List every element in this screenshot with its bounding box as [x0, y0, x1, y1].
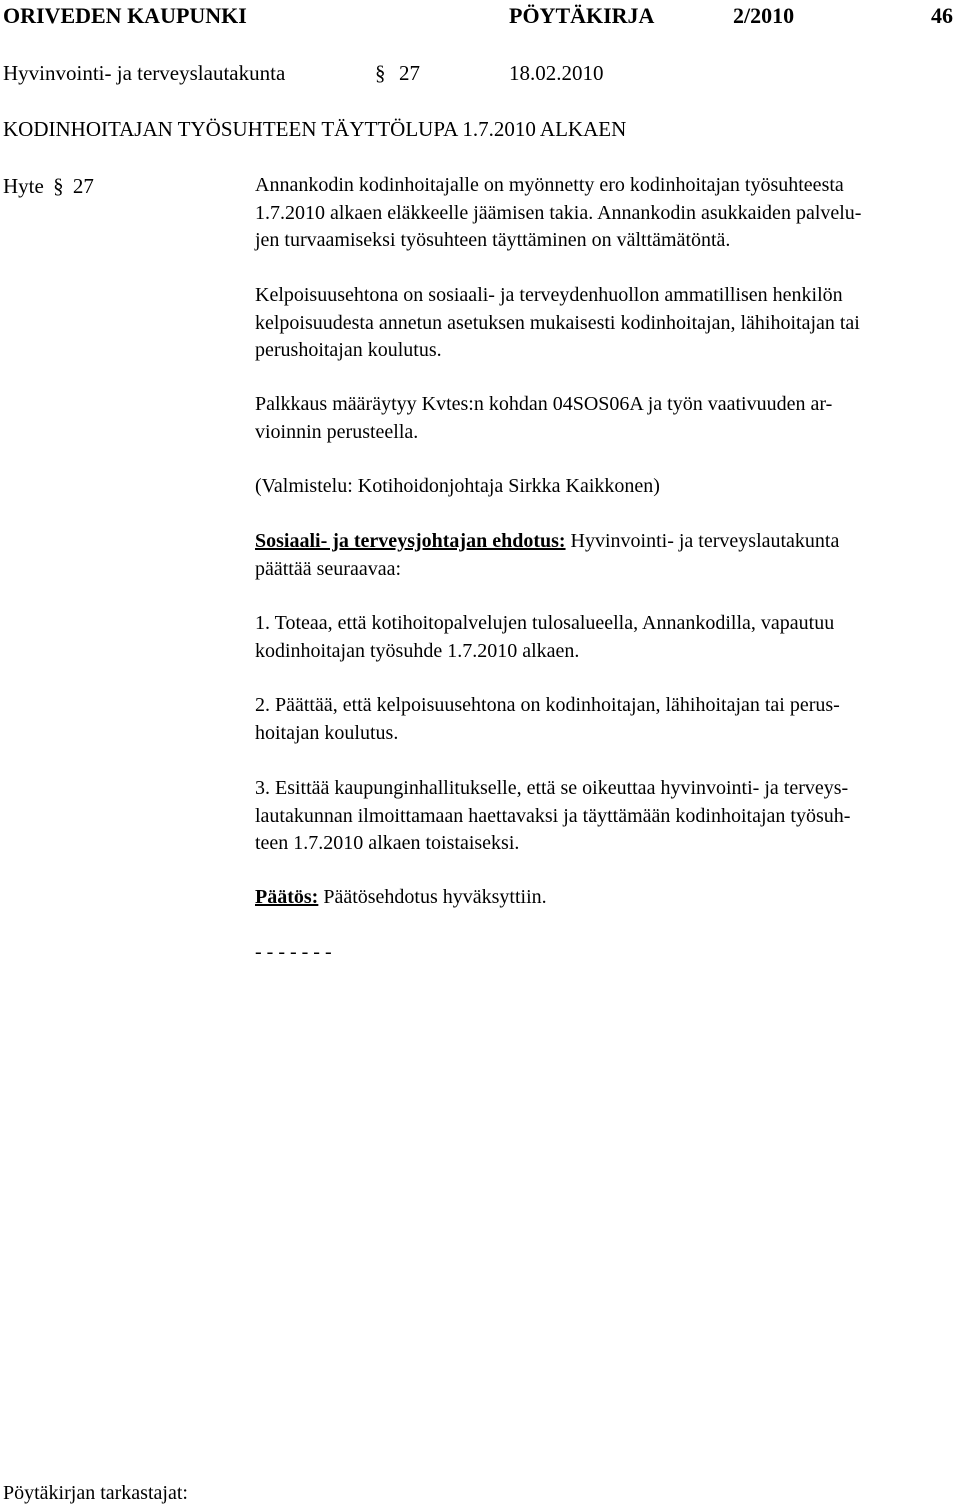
doc-type: PÖYTÄKIRJA: [509, 3, 655, 28]
separator: [255, 939, 955, 967]
org-name: ORIVEDEN KAUPUNKI: [3, 3, 247, 28]
committee-name: Hyvinvointi- ja terveyslautakunta: [3, 61, 286, 85]
text-line: kelpoisuudesta annetun asetuksen mukaisesti kodinhoitajan, lähihoitajan tai: [255, 311, 860, 334]
decision-label: Päätös:: [255, 886, 319, 908]
text-line: Annankodin kodinhoitajalle on myönnetty ero kodinhoitajan työsuhteesta: [255, 174, 844, 196]
decision-paragraph: [255, 884, 955, 912]
paragraph-salary: [255, 391, 955, 446]
paragraph-preparer: [255, 473, 955, 501]
section-label: Hyte: [3, 174, 44, 198]
text-line: 1.7.2010 alkaen eläkkeelle jäämisen takia. Annankodin asukkaiden palvelu-: [255, 201, 862, 224]
section-ref-number: 27: [72, 174, 94, 198]
paragraph-background: [255, 172, 955, 255]
text-line: päättää seuraavaa:: [255, 557, 402, 580]
paragraph-eligibility: [255, 282, 955, 365]
section-symbol-2: §: [53, 174, 64, 198]
text-line: jen turvaamiseksi työsuhteen täyttäminen on välttämätöntä.: [255, 229, 731, 251]
footer-reviewers: Pöytäkirjan tarkastajat:: [3, 1482, 188, 1504]
text-line: Palkkaus määräytyy Kvtes:n kohdan 04SOS06A ja työn vaativuuden ar-: [255, 393, 833, 415]
proposal-paragraph: [255, 528, 955, 583]
section-reference: [3, 173, 94, 201]
separator-text: - - - - - - -: [255, 941, 332, 963]
decision-item-3: [255, 775, 955, 858]
text-line: hoitajan koulutus.: [255, 721, 399, 744]
text-line: Kelpoisuusehtona on sosiaali- ja terveydenhuollon ammatillisen henkilön: [255, 284, 843, 306]
proposal-label: Sosiaali- ja terveysjohtajan ehdotus:: [255, 530, 566, 552]
text-line: lautakunnan ilmoittamaan haettavaksi ja täyttämään kodinhoitajan työsuh-: [255, 804, 851, 827]
text-line: vioinnin perusteella.: [255, 420, 419, 443]
proposal-text: Hyvinvointi- ja terveyslautakunta: [565, 530, 840, 552]
text-line: 2. Päättää, että kelpoisuusehtona on kodinhoitajan, lähihoitajan tai perus-: [255, 694, 840, 716]
proposal-line: [255, 528, 955, 556]
decision-line: [255, 884, 955, 912]
decision-item-1: [255, 610, 955, 665]
text-line: 1. Toteaa, että kotihoitopalvelujen tulosalueella, Annankodilla, vapautuu: [255, 612, 835, 634]
text-line: (Valmistelu: Kotihoidonjohtaja Sirkka Kaikkonen): [255, 475, 660, 497]
doc-number: 2/2010: [733, 3, 795, 28]
section-number: 27: [399, 61, 420, 85]
decision-text: Päätösehdotus hyväksyttiin.: [318, 886, 547, 908]
text-line: perushoitajan koulutus.: [255, 339, 442, 361]
decision-item-2: [255, 692, 955, 747]
text-line: teen 1.7.2010 alkaen toistaiseksi.: [255, 832, 520, 854]
section-symbol: §: [375, 61, 386, 85]
document-title: KODINHOITAJAN TYÖSUHTEEN TÄYTTÖLUPA 1.7.2010 ALKAEN: [3, 117, 627, 141]
meeting-date: 18.02.2010: [509, 61, 604, 85]
text-line: 3. Esittää kaupunginhallitukselle, että se oikeuttaa hyvinvointi- ja terveys-: [255, 777, 849, 799]
page-number: 46: [931, 3, 953, 28]
text-line: kodinhoitajan työsuhde 1.7.2010 alkaen.: [255, 639, 580, 662]
